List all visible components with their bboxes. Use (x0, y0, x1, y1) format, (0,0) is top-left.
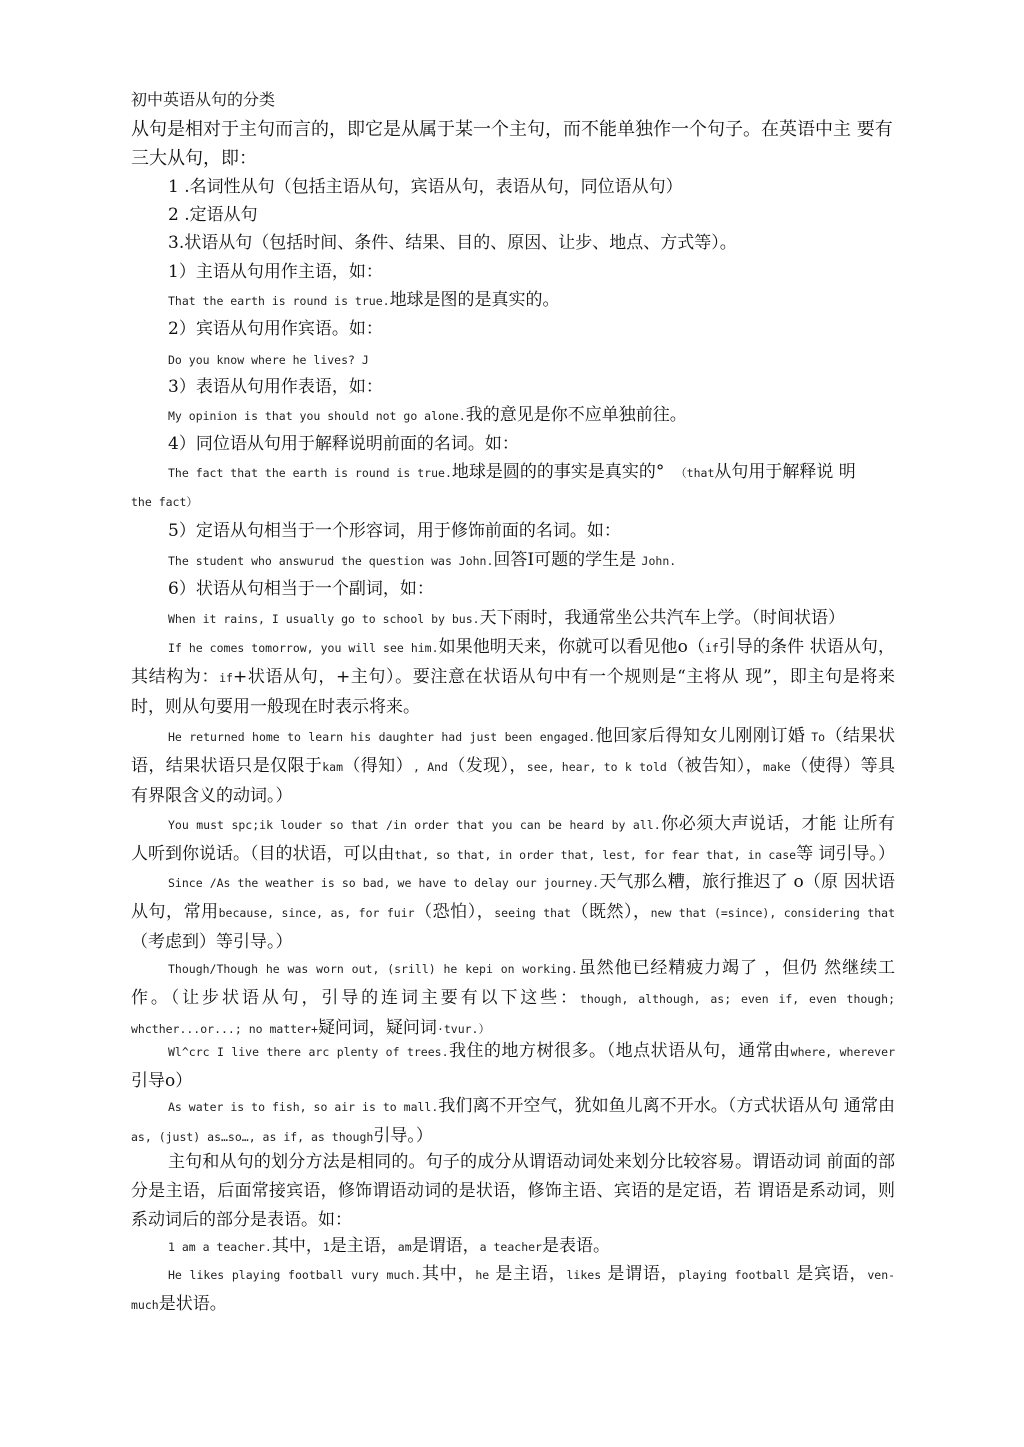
paragraph-place (131, 1037, 895, 1096)
text-chinese: （被告知）， (666, 756, 764, 776)
text-chinese: （得知） (343, 756, 413, 776)
text-english: a teacher (479, 1240, 542, 1254)
doc-title: 初中英语从句的分类 (131, 90, 276, 109)
text-chinese: 是状语。 (158, 1294, 227, 1314)
text-chinese: 是谓语， (607, 1264, 679, 1284)
list-item-3: 3.状语从句（包括时间、条件、结果、目的、原因、让步、地点、方式等）。 (168, 233, 737, 253)
text-english: , And (412, 760, 448, 774)
example-chinese: 地球是图的是真实的。 (389, 290, 560, 310)
text-chinese: （结果状语，结果状语只是仅限于 (131, 726, 896, 776)
text-chinese: 引导。） (373, 1126, 433, 1146)
text-english: because, since, as, for fuir (218, 906, 415, 920)
text-english: 1 (322, 1240, 330, 1254)
text-english: seeing that (494, 906, 571, 920)
text-english: You must spc;ik louder so that /in order that you can be heard by all. (168, 818, 661, 832)
paragraph-concession (131, 954, 895, 1044)
text-english: As water is to fish, so air is to mall. (168, 1100, 439, 1114)
text-english: Since /As the weather is so bad, we have to delay our journey. (168, 876, 600, 890)
text-chinese: 他回家后得知女儿刚刚订婚 (595, 726, 806, 746)
intro-line-2: 三大从句，即： (131, 148, 257, 169)
example-english: When it rains, I usually go to school by bus. (168, 612, 480, 626)
list-item-1: 1 .名词性从句（包括主语从句，宾语从句，表语从句，同位语从句） (168, 177, 683, 197)
example-chinese: 我的意见是你不应单独前往。 (465, 405, 687, 425)
text-chinese: 是宾语， (796, 1264, 868, 1284)
text-english: If he comes tomorrow, you will see him. (168, 641, 439, 655)
example-english: My opinion is that you should not go alone. (168, 409, 466, 423)
example-note-english: （that (675, 466, 715, 480)
text-chinese: （考虑到）等引导。） (131, 932, 293, 952)
text-chinese: 疑问词，疑问词 (317, 1018, 437, 1038)
text-chinese: 如果他明天来，你就可以看见他o（ (438, 637, 705, 657)
text-chinese: 是主语， (329, 1236, 398, 1256)
text-chinese: 其中， (421, 1264, 476, 1284)
section-5-heading: 5）定语从句相当于一个形容词，用于修饰前面的名词。如： (168, 521, 621, 541)
text-english: To (811, 730, 826, 744)
text-english: Wl^crc I live there arc plenty of trees. (168, 1045, 449, 1059)
section-3-heading: 3）表语从句用作表语，如： (168, 377, 383, 397)
section-2-example: Do you know where he lives? J (168, 353, 369, 367)
example-1 (168, 1238, 610, 1255)
text-english: make (763, 760, 791, 774)
text-chinese: 我们离不开空气，犹如鱼儿离不开水。（方式状语从句 通常由 (438, 1096, 895, 1116)
text-chinese: 引导的条件 状语从句，其结构为： (131, 637, 895, 687)
example-note-chinese: 从句用于解释说 明 (714, 462, 856, 482)
example-chinese: 回答I可题的学生是 (493, 550, 637, 570)
text-english: as, (just) as…so…, as if, as though (131, 1130, 374, 1144)
section-2-heading: 2）宾语从句用作宾语。如： (168, 319, 383, 339)
text-english: ·tvur.） (436, 1022, 490, 1036)
paragraph-conditional (131, 633, 895, 722)
text-chinese: 你必须大声说话，才能 让所有人听到你说话。（目的状语，可以由 (131, 814, 895, 864)
text-english: am (397, 1240, 412, 1254)
list-item-2: 2 .定语从句 (168, 205, 258, 225)
intro-line-1: 从句是相对于主句而言的，即它是从属于某一个主句，而不能单独作一个句子。在英语中主 要有 (131, 119, 893, 140)
paragraph-result (131, 722, 895, 811)
example-english: The fact that the earth is round is true. (168, 466, 452, 480)
text-english: he (475, 1268, 490, 1282)
paragraph-division: 主句和从句的划分方法是相同的。句子的成分从谓语动词处来划分比较容易。谓语动词 前面的部分是主语，后面常接宾语，修饰谓语动词的是状语，修饰主语、宾语的是定语，若 谓语是系动词，则系动词后的部分是表语。如： (131, 1152, 895, 1230)
text-chinese: 是谓语， (411, 1236, 480, 1256)
text-english: 1 am a teacher. (168, 1240, 272, 1254)
text-chinese: 是主语， (495, 1264, 567, 1284)
text-english: ven-much (131, 1268, 896, 1312)
text-english: see, hear, to k told (526, 760, 667, 774)
section-4-continuation: the fact） (131, 495, 198, 509)
section-1-heading: 1）主语从句用作主语，如： (168, 262, 383, 282)
example-english-end: John. (641, 554, 677, 568)
text-chinese: 等 词引导。） (796, 844, 895, 864)
text-english: though, although, as; even if, even though; whcther...or...; no matter+ (131, 992, 896, 1036)
text-english: new that (=since), considering that (650, 906, 896, 920)
text-chinese: （既然）， (570, 902, 651, 922)
section-6-heading: 6）状语从句相当于一个副词，如： (168, 579, 434, 599)
section-4-heading: 4）同位语从句用于解释说明前面的名词。如： (168, 434, 519, 454)
text-english: that, so that, in order that, lest, for fear that, in case (394, 848, 797, 862)
section-3-example (168, 407, 687, 424)
text-chinese: 是表语。 (541, 1236, 610, 1256)
text-chinese: （使得）等具有界限含义的动词。） (131, 756, 896, 806)
example-chinese: 天下雨时，我通常坐公共汽车上学。（时间状语） (479, 608, 846, 628)
text-english: if (219, 671, 233, 685)
text-english: He likes playing football vury much. (168, 1268, 422, 1282)
paragraph-manner (131, 1092, 895, 1152)
text-chinese: 我住的地方树很多。（地点状语从句，通常由 (448, 1041, 791, 1061)
example-2 (131, 1260, 895, 1320)
section-5-example (168, 552, 676, 569)
text-chinese: （发现）， (447, 756, 527, 776)
text-chinese: 虽然他已经精疲力竭了 ，但仍 然继续工作。（让步状语从句，引导的连词主要有以下这些： (131, 958, 895, 1008)
example-chinese: 地球是圆的的事实是真实的° (451, 462, 665, 482)
example-english: The student who answurud the question was John. (168, 554, 494, 568)
text-english: playing football (678, 1268, 791, 1282)
text-english: Though/Though he was worn out, (srill) he kepi on working. (168, 962, 578, 976)
paragraph-cause (131, 868, 895, 957)
text-english: He returned home to learn his daughter had just been engaged. (168, 730, 596, 744)
text-chinese: 天气那么糟，旅行推迟了 o（原 因状语从句，常用 (131, 872, 895, 922)
example-english: That the earth is round is true. (168, 294, 390, 308)
text-chinese: 引导o） (131, 1071, 193, 1091)
text-chinese: +状语从句，+主句）。要注意在状语从句中有一个规则是“主将从 现”，即主句是将来时，则从句要用一般现在时表示将来。 (131, 667, 895, 717)
text-chinese: （恐怕）， (414, 902, 495, 922)
section-1-example (168, 292, 560, 309)
section-4-example (168, 464, 856, 481)
text-english: where, wherever (790, 1045, 896, 1059)
text-chinese: 其中， (271, 1236, 323, 1256)
text-english: kam (322, 760, 344, 774)
section-6-example (168, 610, 845, 627)
text-english: if (704, 641, 719, 655)
paragraph-purpose (131, 810, 895, 870)
text-english: likes (566, 1268, 602, 1282)
